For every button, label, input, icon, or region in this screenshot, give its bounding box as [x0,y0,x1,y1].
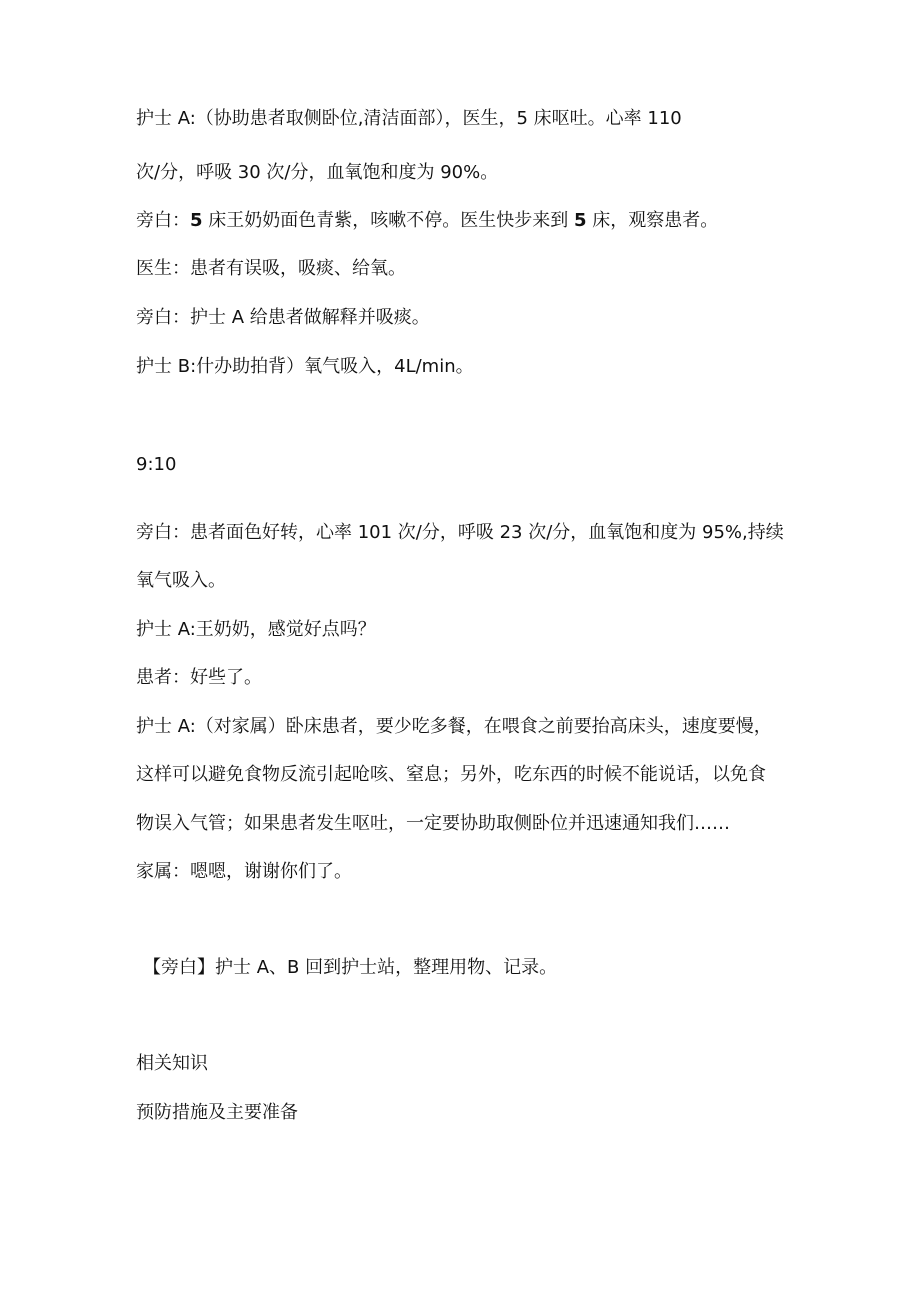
dialogue-nurse-a-instructions-3: 物误入气管；如果患者发生呕吐，一定要协助取侧卧位并迅速通知我们…… [136,813,730,834]
dialogue-vitals-continued: 次/分，呼吸 30 次/分，血氧饱和度为 90%。 [136,162,499,183]
narration-suction: 旁白：护士 A 给患者做解释并吸痰。 [136,307,430,328]
bed-number: 5 [574,210,587,231]
dialogue-doctor: 医生：患者有误吸，吸痰、给氧。 [136,258,406,279]
narration-improvement: 旁白：患者面色好转，心率 101 次/分，呼吸 23 次/分，血氧饱和度为 95%,持续 [136,522,784,543]
bed-number: 5 [190,210,203,231]
dialogue-nurse-a-instructions: 护士 A:（对家属）卧床患者，要少吃多餐，在喂食之前要抬高床头，速度要慢， [136,716,772,737]
section-heading-prevention: 预防措施及主要准备 [136,1102,298,1123]
narration-text: 床王奶奶面色青紫，咳嗽不停。医生快步来到 [208,210,569,231]
dialogue-nurse-a-instructions-2: 这样可以避免食物反流引起呛咳、窒息；另外，吃东西的时候不能说话，以免食 [136,764,766,785]
dialogue-nurse-b-oxygen: 护士 B:什办助拍背）氧气吸入，4L/min。 [136,356,474,377]
narration-patient-cyanosis [136,209,826,233]
narration-return-station: 【旁白】护士 A、B 回到护士站，整理用物、记录。 [143,957,558,978]
dialogue-nurse-a-report: 护士 A:（协助患者取侧卧位,清洁面部），医生，5 床呕吐。心率 110 [136,108,682,129]
narration-text-end: 床，观察患者。 [592,210,719,231]
dialogue-patient: 患者：好些了。 [136,667,262,688]
dialogue-family: 家属：嗯嗯，谢谢你们了。 [136,861,352,882]
time-stamp: 9:10 [136,454,177,475]
narration-label: 旁白： [136,210,190,231]
dialogue-nurse-a-question: 护士 A:王奶奶，感觉好点吗？ [136,619,376,640]
narration-improvement-continued: 氧气吸入。 [136,570,226,591]
section-heading-related-knowledge: 相关知识 [136,1053,208,1074]
